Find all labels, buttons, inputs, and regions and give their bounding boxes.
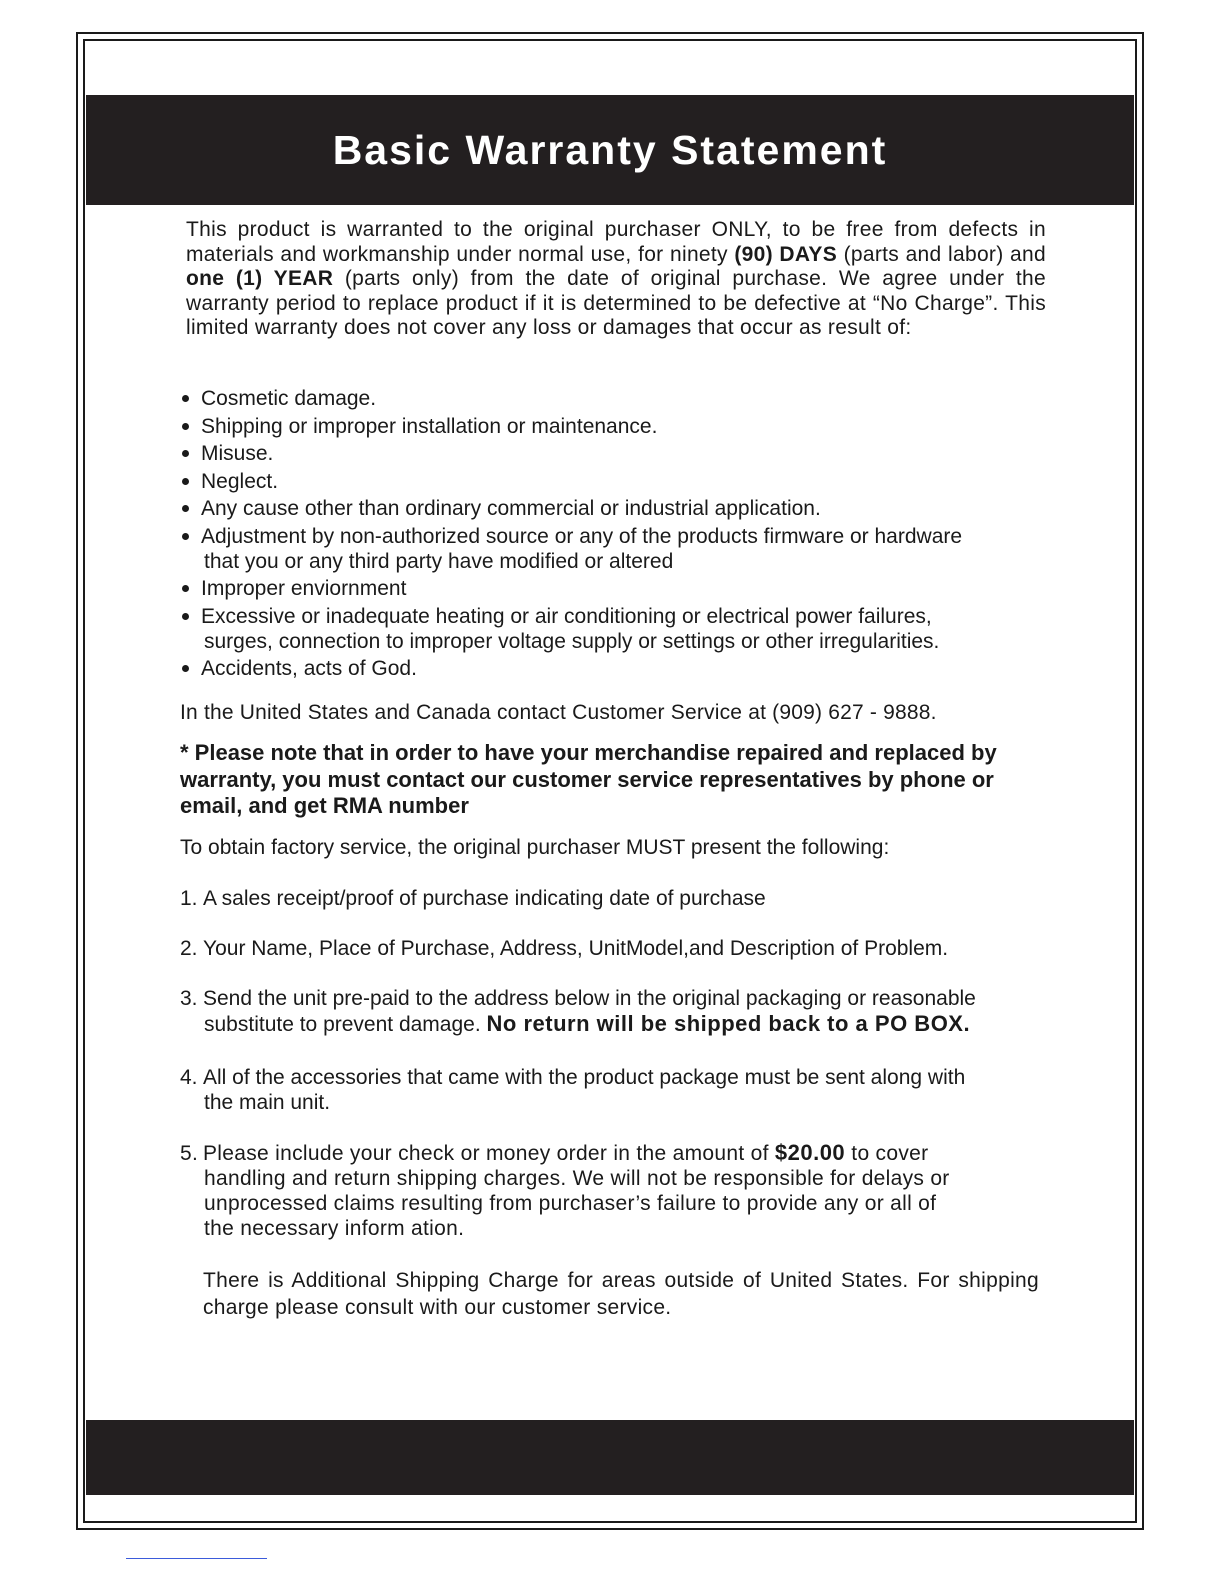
list-item: Excessive or inadequate heating or air conditioning or electrical power failures, surges, connection to improper voltage supply or settings or other irregularities. [180, 604, 1060, 654]
footer-banner [86, 1420, 1134, 1495]
requirement-item-2: 2. Your Name, Place of Purchase, Address, UnitModel,and Description of Problem. [180, 937, 949, 960]
additional-shipping-note: There is Additional Shipping Charge for areas outside of United States. For shipping charge please consult with our customer service. [203, 1269, 1039, 1319]
list-item: Accidents, acts of God. [180, 656, 1060, 681]
handling-fee-amount: $20.00 [774, 1140, 846, 1165]
po-box-warning: No return will be shipped back to a PO BOX. [486, 1011, 971, 1036]
requirement-item-5: 5. Please include your check or money order in the amount of $20.00 to cover handling and return shipping charges. We will not be responsible for delays or unprocessed claims resulting from purchaser’s failure to provide any or all of the necessary inform ation. [180, 1140, 950, 1240]
list-item: Misuse. [180, 441, 1060, 466]
customer-service-contact: In the United States and Canada contact Customer Service at (909) 627 - 9888. [180, 701, 937, 724]
list-item: Shipping or improper installation or maintenance. [180, 414, 1060, 439]
list-item: Adjustment by non-authorized source or any of the products firmware or hardware that you or any third party have modified or altered [180, 524, 1060, 574]
intro-text-3: (parts only) from the date of original purchase. We agree under the warranty period to replace product if it is determined to be defective at “No Charge”. This limited warranty does not cover any loss or damages that occur as result of: [186, 267, 1047, 339]
rma-note: * Please note that in order to have your merchandise repaired and replaced by warranty, you must contact our customer service representatives by phone or email, and get RMA number [180, 740, 997, 818]
intro-text-1: This product is warranted to the original purchaser ONLY, to be free from defects in materials and workmanship under normal use, for ninety [186, 218, 1046, 266]
requirement-item-1: 1. A sales receipt/proof of purchase indicating date of purchase [180, 887, 766, 910]
requirement-item-3: 3. Send the unit pre-paid to the address below in the original packaging or reasonable substitute to prevent damage. No return will be shipped back to a PO BOX. [180, 987, 976, 1036]
intro-paragraph [186, 218, 1046, 341]
one-year-term: one (1) YEAR [186, 267, 334, 290]
ninety-days-term: (90) DAYS [734, 242, 838, 266]
list-item: Neglect. [180, 469, 1060, 494]
page-link-underline [126, 1558, 267, 1559]
exclusions-list [180, 386, 1060, 684]
requirement-item-4: 4. All of the accessories that came with the product package must be sent along with the main unit. [180, 1066, 966, 1114]
list-item: Any cause other than ordinary commercial or industrial application. [180, 496, 1060, 521]
intro-text-2: (parts and labor) and [837, 242, 1046, 266]
page-title: Basic Warranty Statement [332, 126, 888, 173]
list-item: Cosmetic damage. [180, 386, 1060, 411]
list-item: Improper enviornment [180, 576, 1060, 601]
obtain-service-intro: To obtain factory service, the original purchaser MUST present the following: [180, 836, 890, 859]
